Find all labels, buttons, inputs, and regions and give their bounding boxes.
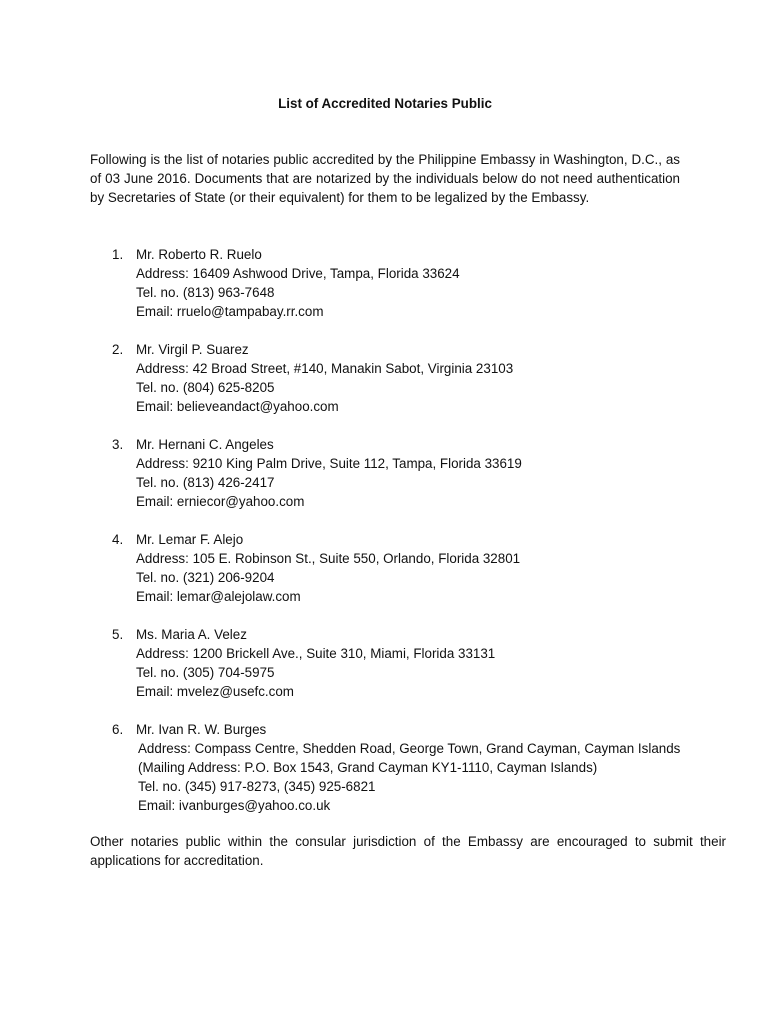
item-number: 1.: [112, 247, 124, 262]
notary-tel: Tel. no. (813) 426-2417: [136, 475, 275, 490]
list-item: [112, 625, 732, 701]
closing-paragraph: Other notaries public within the consular jurisdiction of the Embassy are encouraged to submit their applications for accreditation.: [90, 834, 726, 868]
notary-name: Mr. Lemar F. Alejo: [136, 532, 244, 547]
notary-name: Mr. Ivan R. W. Burges: [136, 722, 267, 737]
notary-tel: Tel. no. (813) 963-7648: [136, 285, 275, 300]
notary-address: Address: 105 E. Robinson St., Suite 550, Orlando, Florida 32801: [136, 551, 521, 566]
notary-tel: Tel. no. (345) 917-8273, (345) 925-6821: [138, 779, 376, 794]
notary-email: Email: believeandact@yahoo.com: [136, 399, 339, 414]
list-item: [112, 435, 732, 511]
notary-address: Address: 42 Broad Street, #140, Manakin Sabot, Virginia 23103: [136, 361, 514, 376]
item-number: 3.: [112, 437, 124, 452]
item-number: 5.: [112, 627, 124, 642]
notary-name: Ms. Maria A. Velez: [136, 627, 247, 642]
item-number: 4.: [112, 532, 124, 547]
notary-mailing-address: (Mailing Address: P.O. Box 1543, Grand Cayman KY1-1110, Cayman Islands): [138, 760, 598, 775]
notary-email: Email: ivanburges@yahoo.co.uk: [138, 798, 331, 813]
notary-tel: Tel. no. (804) 625-8205: [136, 380, 275, 395]
notary-name: Mr. Roberto R. Ruelo: [136, 247, 262, 262]
notary-list: [112, 245, 732, 834]
document-title: List of Accredited Notaries Public: [278, 96, 492, 111]
notary-address: Address: 9210 King Palm Drive, Suite 112, Tampa, Florida 33619: [136, 456, 522, 471]
notary-address: Address: 1200 Brickell Ave., Suite 310, Miami, Florida 33131: [136, 646, 496, 661]
list-item: [112, 720, 732, 815]
notary-email: Email: erniecor@yahoo.com: [136, 494, 305, 509]
notary-address: Address: Compass Centre, Shedden Road, George Town, Grand Cayman, Cayman Islands: [138, 741, 681, 756]
list-item: [112, 530, 732, 606]
notary-email: Email: lemar@alejolaw.com: [136, 589, 301, 604]
notary-email: Email: mvelez@usefc.com: [136, 684, 294, 699]
notary-tel: Tel. no. (305) 704-5975: [136, 665, 275, 680]
notary-email: Email: rruelo@tampabay.rr.com: [136, 304, 324, 319]
list-item: [112, 245, 732, 321]
notary-name: Mr. Hernani C. Angeles: [136, 437, 274, 452]
item-number: 2.: [112, 342, 124, 357]
list-item: [112, 340, 732, 416]
intro-paragraph: Following is the list of notaries public accredited by the Philippine Embassy in Washington, D.C., as of 03 June 2016. Documents that are notarized by the individuals below do not need authentication by Secretaries of State (or their equivalent) for them to be legalized by the Embassy.: [90, 152, 680, 205]
notary-name: Mr. Virgil P. Suarez: [136, 342, 249, 357]
notary-tel: Tel. no. (321) 206-9204: [136, 570, 275, 585]
item-number: 6.: [112, 722, 124, 737]
notary-address: Address: 16409 Ashwood Drive, Tampa, Florida 33624: [136, 266, 460, 281]
